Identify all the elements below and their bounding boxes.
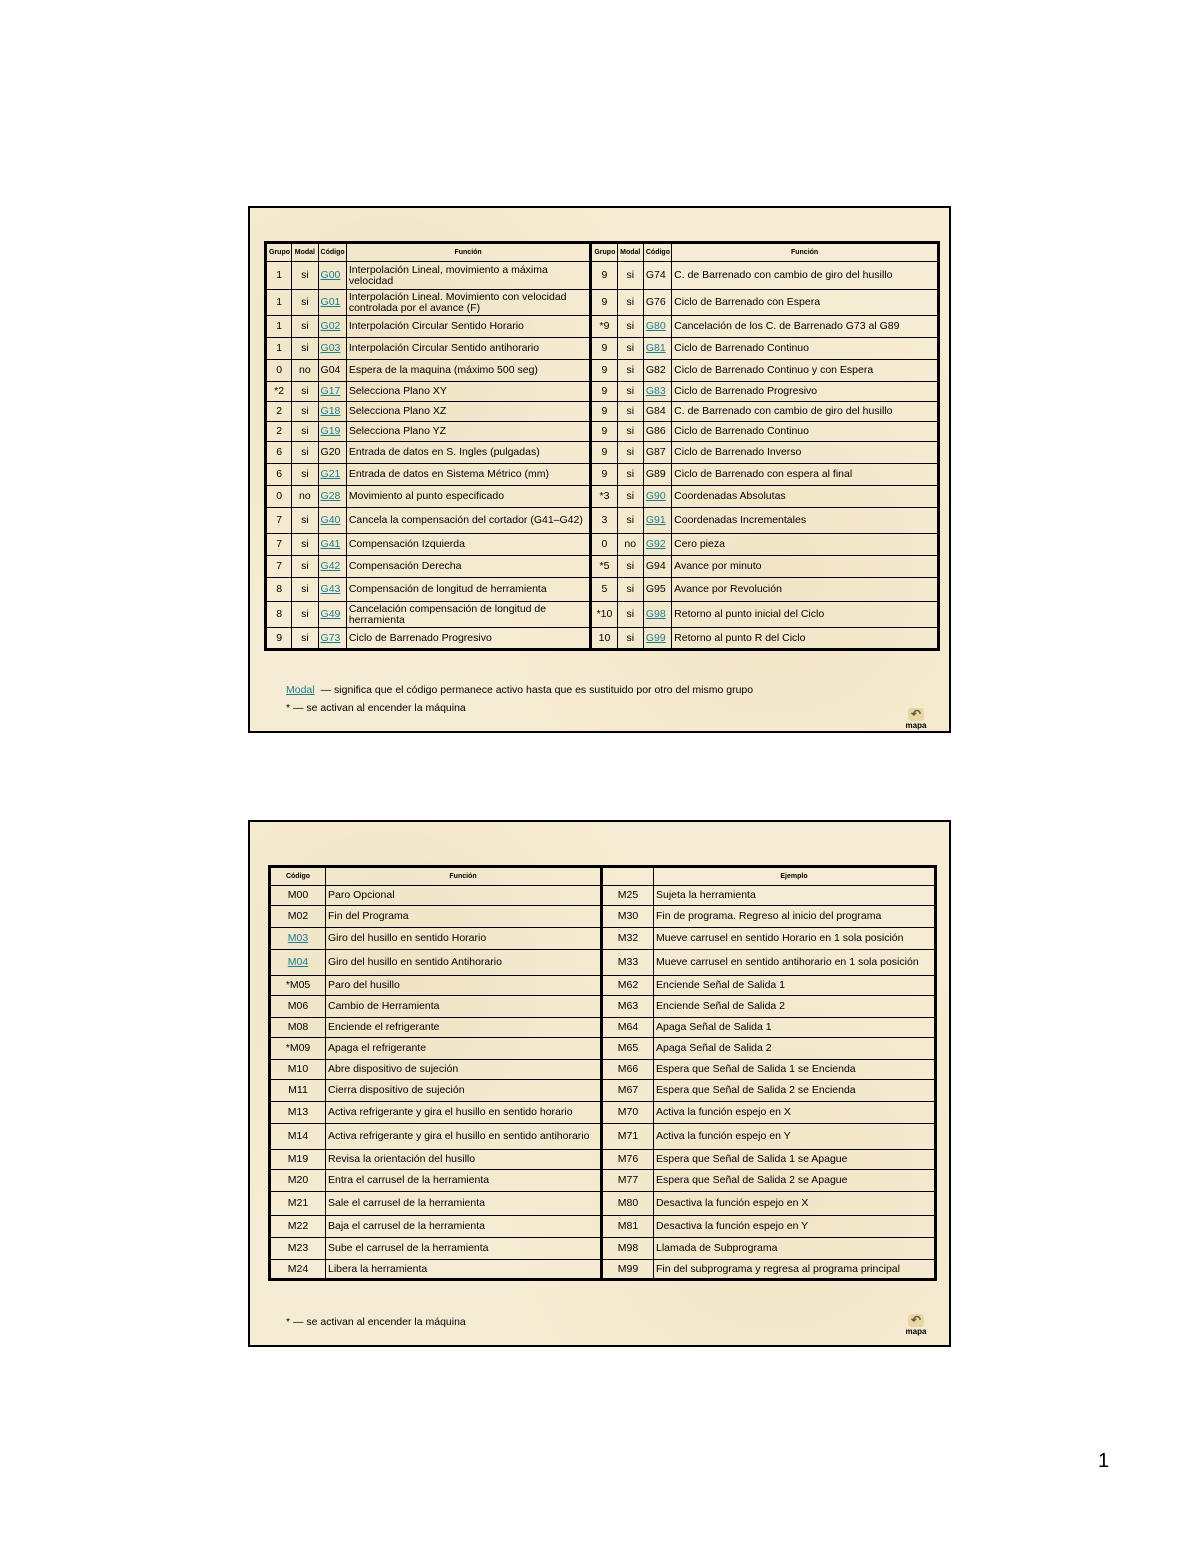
table-row xyxy=(266,486,939,508)
codigo-cell xyxy=(318,602,346,628)
codigo-cell xyxy=(270,950,326,976)
modal-note xyxy=(286,684,753,696)
table-row xyxy=(270,1192,936,1216)
table-row xyxy=(266,422,939,442)
grupo-cell: 7 xyxy=(266,508,292,534)
table-row xyxy=(270,1170,936,1192)
grupo-cell: 9 xyxy=(591,402,617,422)
modal-cell: no xyxy=(292,486,318,508)
funcion-cell: Avance por Revolución xyxy=(672,578,939,602)
mapa-label: mapa xyxy=(905,721,927,730)
grupo-cell: 6 xyxy=(266,464,292,486)
ejemplo-cell: Espera que Señal de Salida 1 se Encienda xyxy=(654,1060,936,1080)
codigo-cell xyxy=(643,628,671,650)
ejemplo-cell: Desactiva la función espejo en Y xyxy=(654,1216,936,1238)
grupo-cell: 9 xyxy=(591,382,617,402)
modal-cell: si xyxy=(617,262,643,290)
funcion-cell: Paro Opcional xyxy=(326,886,602,906)
table-row xyxy=(266,360,939,382)
codigo-cell: M00 xyxy=(270,886,326,906)
grupo-cell: 9 xyxy=(591,422,617,442)
modal-cell: si xyxy=(617,628,643,650)
codigo-cell: M20 xyxy=(270,1170,326,1192)
table-row xyxy=(266,464,939,486)
funcion-cell: Interpolación Lineal. Movimiento con velocidad controlada por el avance (F) xyxy=(346,290,591,316)
funcion-cell: Retorno al punto R del Ciclo xyxy=(672,628,939,650)
grupo-cell: 1 xyxy=(266,316,292,338)
grupo-cell: 6 xyxy=(266,442,292,464)
funcion-cell: Activa refrigerante y gira el husillo en sentido horario xyxy=(326,1102,602,1124)
ejemplo-cell: Apaga Señal de Salida 2 xyxy=(654,1038,936,1060)
codigo-cell-link[interactable]: G49 xyxy=(320,608,341,620)
codigo-cell: G89 xyxy=(643,464,671,486)
codigo-cell: M62 xyxy=(602,976,654,996)
modal-cell: si xyxy=(617,464,643,486)
modal-cell: si xyxy=(617,442,643,464)
funcion-cell: Coordenadas Absolutas xyxy=(672,486,939,508)
funcion-cell: Compensación Izquierda xyxy=(346,534,591,556)
header-ejemplo: Ejemplo xyxy=(654,867,936,886)
codigo-cell: G82 xyxy=(643,360,671,382)
funcion-cell: C. de Barrenado con cambio de giro del husillo xyxy=(672,402,939,422)
modal-cell: si xyxy=(617,316,643,338)
table-row xyxy=(270,950,936,976)
grupo-cell: 9 xyxy=(591,360,617,382)
grupo-cell: 9 xyxy=(591,338,617,360)
table-row xyxy=(266,262,939,290)
funcion-cell: Apaga el refrigerante xyxy=(326,1038,602,1060)
grupo-cell: 8 xyxy=(266,602,292,628)
m-codes-slide xyxy=(248,820,951,1347)
funcion-cell: Interpolación Circular Sentido antihorario xyxy=(346,338,591,360)
codigo-cell: M06 xyxy=(270,996,326,1018)
ejemplo-cell: Espera que Señal de Salida 1 se Apague xyxy=(654,1150,936,1170)
mapa-button[interactable] xyxy=(901,708,931,731)
startup-note: * — se activan al encender la máquina xyxy=(286,1316,466,1328)
table-row xyxy=(266,534,939,556)
ejemplo-cell: Apaga Señal de Salida 1 xyxy=(654,1018,936,1038)
header-codigo: Código xyxy=(643,243,671,262)
codigo-cell: G74 xyxy=(643,262,671,290)
ejemplo-cell: Desactiva la función espejo en X xyxy=(654,1192,936,1216)
codigo-cell-link[interactable]: G17 xyxy=(320,385,341,397)
ejemplo-cell: Sujeta la herramienta xyxy=(654,886,936,906)
codigo-cell xyxy=(643,602,671,628)
modal-cell: si xyxy=(292,422,318,442)
ejemplo-cell: Enciende Señal de Salida 1 xyxy=(654,976,936,996)
grupo-cell: 3 xyxy=(591,508,617,534)
funcion-cell: Sale el carrusel de la herramienta xyxy=(326,1192,602,1216)
grupo-cell: *10 xyxy=(591,602,617,628)
ejemplo-cell: Activa la función espejo en Y xyxy=(654,1124,936,1150)
codigo-cell-link[interactable]: G80 xyxy=(645,320,666,332)
codigo-cell-link[interactable]: G18 xyxy=(320,405,341,417)
codigo-cell: G20 xyxy=(318,442,346,464)
codigo-cell-link[interactable]: G41 xyxy=(320,538,341,550)
codigo-cell: M77 xyxy=(602,1170,654,1192)
codigo-cell: M11 xyxy=(270,1080,326,1102)
codigo-cell: M24 xyxy=(270,1260,326,1280)
table-row xyxy=(270,1080,936,1102)
funcion-cell: Sube el carrusel de la herramienta xyxy=(326,1238,602,1260)
funcion-cell: Retorno al punto inicial del Ciclo xyxy=(672,602,939,628)
modal-cell: si xyxy=(617,338,643,360)
table-row xyxy=(270,1260,936,1280)
funcion-cell: Cancela la compensación del cortador (G41–G42) xyxy=(346,508,591,534)
modal-cell: si xyxy=(292,508,318,534)
funcion-cell: Abre dispositivo de sujeción xyxy=(326,1060,602,1080)
ejemplo-cell: Enciende Señal de Salida 2 xyxy=(654,996,936,1018)
funcion-cell: Ciclo de Barrenado con Espera xyxy=(672,290,939,316)
table-row xyxy=(266,628,939,650)
codigo-cell xyxy=(318,338,346,360)
funcion-cell: Cero pieza xyxy=(672,534,939,556)
modal-cell: si xyxy=(617,556,643,578)
funcion-cell: Cancelación de los C. de Barrenado G73 al G89 xyxy=(672,316,939,338)
mapa-button[interactable] xyxy=(901,1314,931,1337)
g-codes-table xyxy=(264,241,940,651)
codigo-cell xyxy=(643,382,671,402)
codigo-cell: M63 xyxy=(602,996,654,1018)
codigo-cell: G04 xyxy=(318,360,346,382)
m-codes-table xyxy=(268,865,937,1281)
table-row xyxy=(270,1102,936,1124)
grupo-cell: 5 xyxy=(591,578,617,602)
codigo-cell xyxy=(643,534,671,556)
codigo-cell-link[interactable]: G43 xyxy=(320,583,341,595)
codigo-cell-link[interactable]: G81 xyxy=(645,342,666,354)
grupo-cell: 7 xyxy=(266,534,292,556)
grupo-cell: 1 xyxy=(266,338,292,360)
funcion-cell: Giro del husillo en sentido Antihorario xyxy=(326,950,602,976)
codigo-cell: M80 xyxy=(602,1192,654,1216)
table-row xyxy=(266,338,939,360)
table-row xyxy=(266,508,939,534)
codigo-cell: M21 xyxy=(270,1192,326,1216)
codigo-cell: M32 xyxy=(602,928,654,950)
grupo-cell: 9 xyxy=(591,442,617,464)
codigo-cell xyxy=(318,316,346,338)
funcion-cell: Baja el carrusel de la herramienta xyxy=(326,1216,602,1238)
ejemplo-cell: Activa la función espejo en X xyxy=(654,1102,936,1124)
funcion-cell: Libera la herramienta xyxy=(326,1260,602,1280)
codigo-cell: G94 xyxy=(643,556,671,578)
funcion-cell: Entrada de datos en Sistema Métrico (mm) xyxy=(346,464,591,486)
modal-cell: si xyxy=(292,628,318,650)
modal-note-text: — significa que el código permanece activo hasta que es sustituido por otro del mismo grupo xyxy=(320,684,754,696)
codigo-cell xyxy=(318,578,346,602)
ejemplo-cell: Mueve carrusel en sentido Horario en 1 sola posición xyxy=(654,928,936,950)
codigo-cell: M25 xyxy=(602,886,654,906)
table-row xyxy=(266,578,939,602)
codigo-cell: G76 xyxy=(643,290,671,316)
codigo-cell xyxy=(318,402,346,422)
codigo-cell: M81 xyxy=(602,1216,654,1238)
funcion-cell: Avance por minuto xyxy=(672,556,939,578)
grupo-cell: 9 xyxy=(591,464,617,486)
funcion-cell: Giro del husillo en sentido Horario xyxy=(326,928,602,950)
codigo-cell: M13 xyxy=(270,1102,326,1124)
m-table-header xyxy=(270,867,936,886)
modal-cell: si xyxy=(617,486,643,508)
mapa-label: mapa xyxy=(905,1327,927,1336)
header-blank xyxy=(602,867,654,886)
ejemplo-cell: Fin de programa. Regreso al inicio del programa xyxy=(654,906,936,928)
codigo-cell: M98 xyxy=(602,1238,654,1260)
codigo-cell xyxy=(318,534,346,556)
header-funcion: Función xyxy=(346,243,591,262)
codigo-cell xyxy=(318,556,346,578)
funcion-cell: Ciclo de Barrenado Progresivo xyxy=(346,628,591,650)
funcion-cell: Coordenadas Incrementales xyxy=(672,508,939,534)
codigo-cell: M67 xyxy=(602,1080,654,1102)
codigo-cell xyxy=(318,628,346,650)
codigo-cell xyxy=(318,262,346,290)
grupo-cell: 0 xyxy=(266,360,292,382)
table-row xyxy=(270,906,936,928)
header-codigo: Código xyxy=(270,867,326,886)
codigo-cell: M08 xyxy=(270,1018,326,1038)
ejemplo-cell: Espera que Señal de Salida 2 se Encienda xyxy=(654,1080,936,1102)
grupo-cell: 7 xyxy=(266,556,292,578)
table-row xyxy=(270,1060,936,1080)
ejemplo-cell: Llamada de Subprograma xyxy=(654,1238,936,1260)
codigo-cell: *M09 xyxy=(270,1038,326,1060)
codigo-cell-link[interactable]: G19 xyxy=(320,425,341,437)
grupo-cell: *9 xyxy=(591,316,617,338)
table-row xyxy=(270,928,936,950)
funcion-cell: Ciclo de Barrenado Inverso xyxy=(672,442,939,464)
modal-cell: si xyxy=(617,508,643,534)
back-arrow-icon: ↶ xyxy=(908,1314,924,1327)
table-row xyxy=(266,402,939,422)
table-row xyxy=(266,602,939,628)
funcion-cell: Compensación Derecha xyxy=(346,556,591,578)
funcion-cell: Ciclo de Barrenado con espera al final xyxy=(672,464,939,486)
codigo-cell xyxy=(318,290,346,316)
codigo-cell xyxy=(643,338,671,360)
ejemplo-cell: Fin del subprograma y regresa al programa principal xyxy=(654,1260,936,1280)
funcion-cell: Cierra dispositivo de sujeción xyxy=(326,1080,602,1102)
codigo-cell: M71 xyxy=(602,1124,654,1150)
codigo-cell-link[interactable]: G90 xyxy=(645,490,666,502)
modal-cell: si xyxy=(617,290,643,316)
codigo-cell-link[interactable]: G42 xyxy=(320,560,341,572)
funcion-cell: Ciclo de Barrenado Continuo y con Espera xyxy=(672,360,939,382)
codigo-cell-link[interactable]: G03 xyxy=(320,342,341,354)
table-row xyxy=(266,556,939,578)
grupo-cell: *5 xyxy=(591,556,617,578)
codigo-cell-link[interactable]: M04 xyxy=(287,956,309,968)
modal-cell: si xyxy=(292,262,318,290)
codigo-cell: M76 xyxy=(602,1150,654,1170)
grupo-cell: 8 xyxy=(266,578,292,602)
codigo-cell xyxy=(318,382,346,402)
modal-cell: no xyxy=(292,360,318,382)
funcion-cell: Fin del Programa xyxy=(326,906,602,928)
funcion-cell: Ciclo de Barrenado Continuo xyxy=(672,338,939,360)
codigo-cell: *M05 xyxy=(270,976,326,996)
funcion-cell: Paro del husillo xyxy=(326,976,602,996)
codigo-cell: G86 xyxy=(643,422,671,442)
funcion-cell: Interpolación Lineal, movimiento a máxima velocidad xyxy=(346,262,591,290)
table-row xyxy=(270,1018,936,1038)
modal-cell: no xyxy=(617,534,643,556)
codigo-cell-link[interactable]: G73 xyxy=(320,631,341,644)
codigo-cell: M19 xyxy=(270,1150,326,1170)
modal-cell: si xyxy=(292,402,318,422)
codigo-cell: G95 xyxy=(643,578,671,602)
grupo-cell: 9 xyxy=(266,628,292,650)
funcion-cell: Interpolación Circular Sentido Horario xyxy=(346,316,591,338)
modal-cell: si xyxy=(292,602,318,628)
modal-cell: si xyxy=(617,402,643,422)
codigo-cell: M23 xyxy=(270,1238,326,1260)
funcion-cell: Cancelación compensación de longitud de herramienta xyxy=(346,602,591,628)
grupo-cell: *2 xyxy=(266,382,292,402)
codigo-cell: M30 xyxy=(602,906,654,928)
codigo-cell-link[interactable]: G92 xyxy=(645,538,666,550)
table-row xyxy=(270,976,936,996)
funcion-cell: Selecciona Plano XZ xyxy=(346,402,591,422)
modal-cell: si xyxy=(292,578,318,602)
funcion-cell: C. de Barrenado con cambio de giro del husillo xyxy=(672,262,939,290)
table-row xyxy=(270,1216,936,1238)
codigo-cell xyxy=(643,508,671,534)
codigo-cell-link[interactable]: G00 xyxy=(320,269,341,281)
codigo-cell xyxy=(318,464,346,486)
header-modal: Modal xyxy=(617,243,643,262)
modal-cell: si xyxy=(292,442,318,464)
codigo-cell: M70 xyxy=(602,1102,654,1124)
codigo-cell: M02 xyxy=(270,906,326,928)
grupo-cell: 9 xyxy=(591,290,617,316)
modal-cell: si xyxy=(617,602,643,628)
modal-cell: si xyxy=(617,422,643,442)
grupo-cell: 1 xyxy=(266,262,292,290)
codigo-cell: M10 xyxy=(270,1060,326,1080)
grupo-cell: 9 xyxy=(591,262,617,290)
modal-cell: si xyxy=(292,464,318,486)
table-row xyxy=(266,382,939,402)
modal-cell: si xyxy=(292,382,318,402)
table-row xyxy=(266,442,939,464)
modal-cell: si xyxy=(292,534,318,556)
table-row xyxy=(270,996,936,1018)
funcion-cell: Espera de la maquina (máximo 500 seg) xyxy=(346,360,591,382)
grupo-cell: 1 xyxy=(266,290,292,316)
header-grupo: Grupo xyxy=(591,243,617,262)
codigo-cell: M33 xyxy=(602,950,654,976)
codigo-cell-link[interactable]: M03 xyxy=(287,932,309,944)
modal-link[interactable]: Modal xyxy=(286,684,315,696)
funcion-cell: Compensación de longitud de herramienta xyxy=(346,578,591,602)
table-row xyxy=(270,886,936,906)
grupo-cell: *3 xyxy=(591,486,617,508)
grupo-cell: 2 xyxy=(266,402,292,422)
grupo-cell: 2 xyxy=(266,422,292,442)
codigo-cell: M22 xyxy=(270,1216,326,1238)
codigo-cell xyxy=(318,508,346,534)
codigo-cell-link[interactable]: G01 xyxy=(320,296,341,308)
modal-cell: si xyxy=(292,338,318,360)
table-row xyxy=(270,1238,936,1260)
header-grupo: Grupo xyxy=(266,243,292,262)
funcion-cell: Activa refrigerante y gira el husillo en sentido antihorario xyxy=(326,1124,602,1150)
funcion-cell: Revisa la orientación del husillo xyxy=(326,1150,602,1170)
codigo-cell: M14 xyxy=(270,1124,326,1150)
table-row xyxy=(266,316,939,338)
page-number: 1 xyxy=(1098,1450,1110,1472)
codigo-cell xyxy=(318,486,346,508)
funcion-cell: Selecciona Plano YZ xyxy=(346,422,591,442)
modal-cell: si xyxy=(292,556,318,578)
modal-cell: si xyxy=(292,316,318,338)
header-funcion: Función xyxy=(672,243,939,262)
grupo-cell: 0 xyxy=(591,534,617,556)
codigo-cell xyxy=(270,928,326,950)
startup-note: * — se activan al encender la máquina xyxy=(286,702,466,714)
table-row xyxy=(270,1150,936,1170)
codigo-cell-link[interactable]: G28 xyxy=(320,490,341,502)
codigo-cell: G84 xyxy=(643,402,671,422)
grupo-cell: 0 xyxy=(266,486,292,508)
table-row xyxy=(270,1038,936,1060)
codigo-cell-link[interactable]: G02 xyxy=(320,320,341,332)
header-codigo: Código xyxy=(318,243,346,262)
codigo-cell: M64 xyxy=(602,1018,654,1038)
header-funcion: Función xyxy=(326,867,602,886)
ejemplo-cell: Mueve carrusel en sentido antihorario en 1 sola posición xyxy=(654,950,936,976)
codigo-cell xyxy=(643,316,671,338)
codigo-cell-link[interactable]: G99 xyxy=(645,631,666,644)
table-row xyxy=(270,1124,936,1150)
funcion-cell: Ciclo de Barrenado Progresivo xyxy=(672,382,939,402)
funcion-cell: Entra el carrusel de la herramienta xyxy=(326,1170,602,1192)
funcion-cell: Enciende el refrigerante xyxy=(326,1018,602,1038)
modal-cell: si xyxy=(292,290,318,316)
modal-cell: si xyxy=(617,578,643,602)
funcion-cell: Entrada de datos en S. Ingles (pulgadas) xyxy=(346,442,591,464)
codigo-cell-link[interactable]: G91 xyxy=(645,514,666,526)
codigo-cell-link[interactable]: G40 xyxy=(320,514,341,526)
funcion-cell: Selecciona Plano XY xyxy=(346,382,591,402)
funcion-cell: Ciclo de Barrenado Continuo xyxy=(672,422,939,442)
table-row xyxy=(266,290,939,316)
codigo-cell xyxy=(318,422,346,442)
codigo-cell-link[interactable]: G98 xyxy=(645,608,666,620)
header-modal: Modal xyxy=(292,243,318,262)
g-codes-slide xyxy=(248,206,951,733)
codigo-cell: M66 xyxy=(602,1060,654,1080)
back-arrow-icon: ↶ xyxy=(908,708,924,721)
codigo-cell-link[interactable]: G21 xyxy=(320,468,341,480)
g-table-header xyxy=(266,243,939,262)
codigo-cell xyxy=(643,486,671,508)
modal-cell: si xyxy=(617,360,643,382)
grupo-cell: 10 xyxy=(591,628,617,650)
modal-cell: si xyxy=(617,382,643,402)
funcion-cell: Cambio de Herramienta xyxy=(326,996,602,1018)
codigo-cell-link[interactable]: G83 xyxy=(645,385,666,397)
codigo-cell: M65 xyxy=(602,1038,654,1060)
funcion-cell: Movimiento al punto especificado xyxy=(346,486,591,508)
codigo-cell: M99 xyxy=(602,1260,654,1280)
codigo-cell: G87 xyxy=(643,442,671,464)
ejemplo-cell: Espera que Señal de Salida 2 se Apague xyxy=(654,1170,936,1192)
